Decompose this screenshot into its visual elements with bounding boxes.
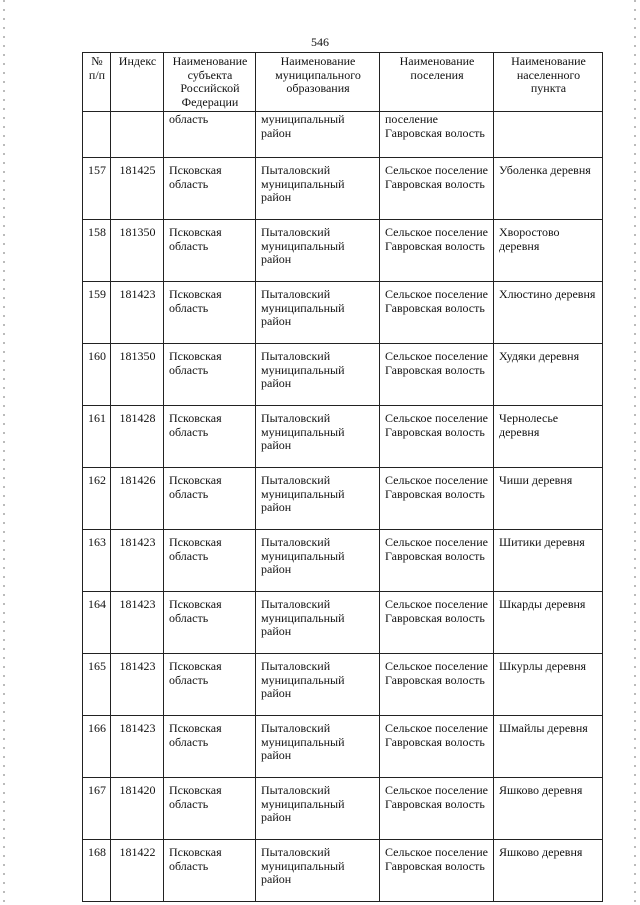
cell-settlement: Сельское поселение Гавровская волость: [380, 840, 494, 902]
header-locality: Наименование населенного пункта: [494, 53, 603, 112]
header-subject: Наименование субъекта Российской Федерации: [164, 53, 256, 112]
table-row: [83, 406, 603, 468]
cell-locality: Чернолесье деревня: [494, 406, 603, 468]
cell-index: 181423: [111, 716, 164, 778]
cell-index: 181423: [111, 592, 164, 654]
cell-index: 181350: [111, 220, 164, 282]
cell-subject: Псковская область: [164, 468, 256, 530]
cell-municipality: Пыталовский муниципальный район: [256, 654, 380, 716]
cell-locality: Яшково деревня: [494, 840, 603, 902]
header-municipality: Наименование муниципального образования: [256, 53, 380, 112]
cell-index: 181426: [111, 468, 164, 530]
cell-subject: Псковская область: [164, 282, 256, 344]
cell-subject: Псковская область: [164, 654, 256, 716]
right-edge-scan-marks: [634, 0, 636, 905]
cell-locality: Шкурлы деревня: [494, 654, 603, 716]
cell-municipality: Пыталовский муниципальный район: [256, 716, 380, 778]
cell-num: 161: [83, 406, 111, 468]
cell-municipality: Пыталовский муниципальный район: [256, 282, 380, 344]
cell-settlement: Сельское поселение Гавровская волость: [380, 530, 494, 592]
cell-num: [83, 112, 111, 158]
cell-municipality: Пыталовский муниципальный район: [256, 344, 380, 406]
cell-municipality: Пыталовский муниципальный район: [256, 530, 380, 592]
cell-subject: Псковская область: [164, 530, 256, 592]
header-num: № п/п: [83, 53, 111, 112]
table-row: [83, 468, 603, 530]
cell-subject: Псковская область: [164, 778, 256, 840]
cell-num: 160: [83, 344, 111, 406]
cell-subject: Псковская область: [164, 220, 256, 282]
cell-municipality: Пыталовский муниципальный район: [256, 840, 380, 902]
cell-settlement: Сельское поселение Гавровская волость: [380, 654, 494, 716]
cell-subject: Псковская область: [164, 344, 256, 406]
cell-num: 157: [83, 158, 111, 220]
cell-locality: Яшково деревня: [494, 778, 603, 840]
table-row: [83, 592, 603, 654]
header-index: Индекс: [111, 53, 164, 112]
cell-locality: Хлюстино деревня: [494, 282, 603, 344]
cell-index: 181423: [111, 654, 164, 716]
cell-settlement: Сельское поселение Гавровская волость: [380, 158, 494, 220]
cell-num: 168: [83, 840, 111, 902]
cell-subject: Псковская область: [164, 840, 256, 902]
cell-index: [111, 112, 164, 158]
page-number: 546: [311, 35, 329, 49]
table-row: [83, 530, 603, 592]
cell-municipality: Пыталовский муниципальный район: [256, 220, 380, 282]
cell-settlement: Сельское поселение Гавровская волость: [380, 406, 494, 468]
cell-municipality: Пыталовский муниципальный район: [256, 158, 380, 220]
cell-num: 166: [83, 716, 111, 778]
cell-index: 181423: [111, 530, 164, 592]
table-row: [83, 158, 603, 220]
cell-municipality: Пыталовский муниципальный район: [256, 592, 380, 654]
left-edge-scan-marks: [3, 0, 5, 905]
cell-settlement: Сельское поселение Гавровская волость: [380, 344, 494, 406]
cell-index: 181420: [111, 778, 164, 840]
cell-settlement: Сельское поселение Гавровская волость: [380, 778, 494, 840]
cell-subject: область: [164, 112, 256, 158]
cell-num: 158: [83, 220, 111, 282]
cell-num: 163: [83, 530, 111, 592]
header-settlement: Наименование поселения: [380, 53, 494, 112]
cell-municipality: Пыталовский муниципальный район: [256, 406, 380, 468]
cell-settlement: Сельское поселение Гавровская волость: [380, 220, 494, 282]
cell-locality: [494, 112, 603, 158]
cell-locality: Шкарды деревня: [494, 592, 603, 654]
cell-num: 165: [83, 654, 111, 716]
cell-settlement: Сельское поселение Гавровская волость: [380, 282, 494, 344]
cell-num: 167: [83, 778, 111, 840]
localities-table: [82, 52, 603, 902]
table-row: [83, 654, 603, 716]
cell-subject: Псковская область: [164, 158, 256, 220]
cell-locality: Худяки деревня: [494, 344, 603, 406]
cell-settlement: поселение Гавровская волость: [380, 112, 494, 158]
cell-locality: Уболенка деревня: [494, 158, 603, 220]
table-row: [83, 220, 603, 282]
table-row: [83, 344, 603, 406]
cell-municipality: Пыталовский муниципальный район: [256, 468, 380, 530]
cell-index: 181350: [111, 344, 164, 406]
cell-locality: Шмайлы деревня: [494, 716, 603, 778]
cell-index: 181422: [111, 840, 164, 902]
cell-index: 181425: [111, 158, 164, 220]
cell-num: 159: [83, 282, 111, 344]
table-row: [83, 778, 603, 840]
cell-subject: Псковская область: [164, 592, 256, 654]
table-row: [83, 840, 603, 902]
cell-num: 164: [83, 592, 111, 654]
cell-subject: Псковская область: [164, 716, 256, 778]
cell-index: 181428: [111, 406, 164, 468]
cell-municipality: муниципальный район: [256, 112, 380, 158]
cell-index: 181423: [111, 282, 164, 344]
cell-settlement: Сельское поселение Гавровская волость: [380, 468, 494, 530]
table-row: [83, 716, 603, 778]
cell-locality: Шитики деревня: [494, 530, 603, 592]
cell-num: 162: [83, 468, 111, 530]
continuation-row: [83, 112, 603, 158]
cell-subject: Псковская область: [164, 406, 256, 468]
cell-locality: Чиши деревня: [494, 468, 603, 530]
table-header-row: [83, 53, 603, 112]
cell-settlement: Сельское поселение Гавровская волость: [380, 592, 494, 654]
cell-municipality: Пыталовский муниципальный район: [256, 778, 380, 840]
cell-settlement: Сельское поселение Гавровская волость: [380, 716, 494, 778]
table-row: [83, 282, 603, 344]
cell-locality: Хворостово деревня: [494, 220, 603, 282]
